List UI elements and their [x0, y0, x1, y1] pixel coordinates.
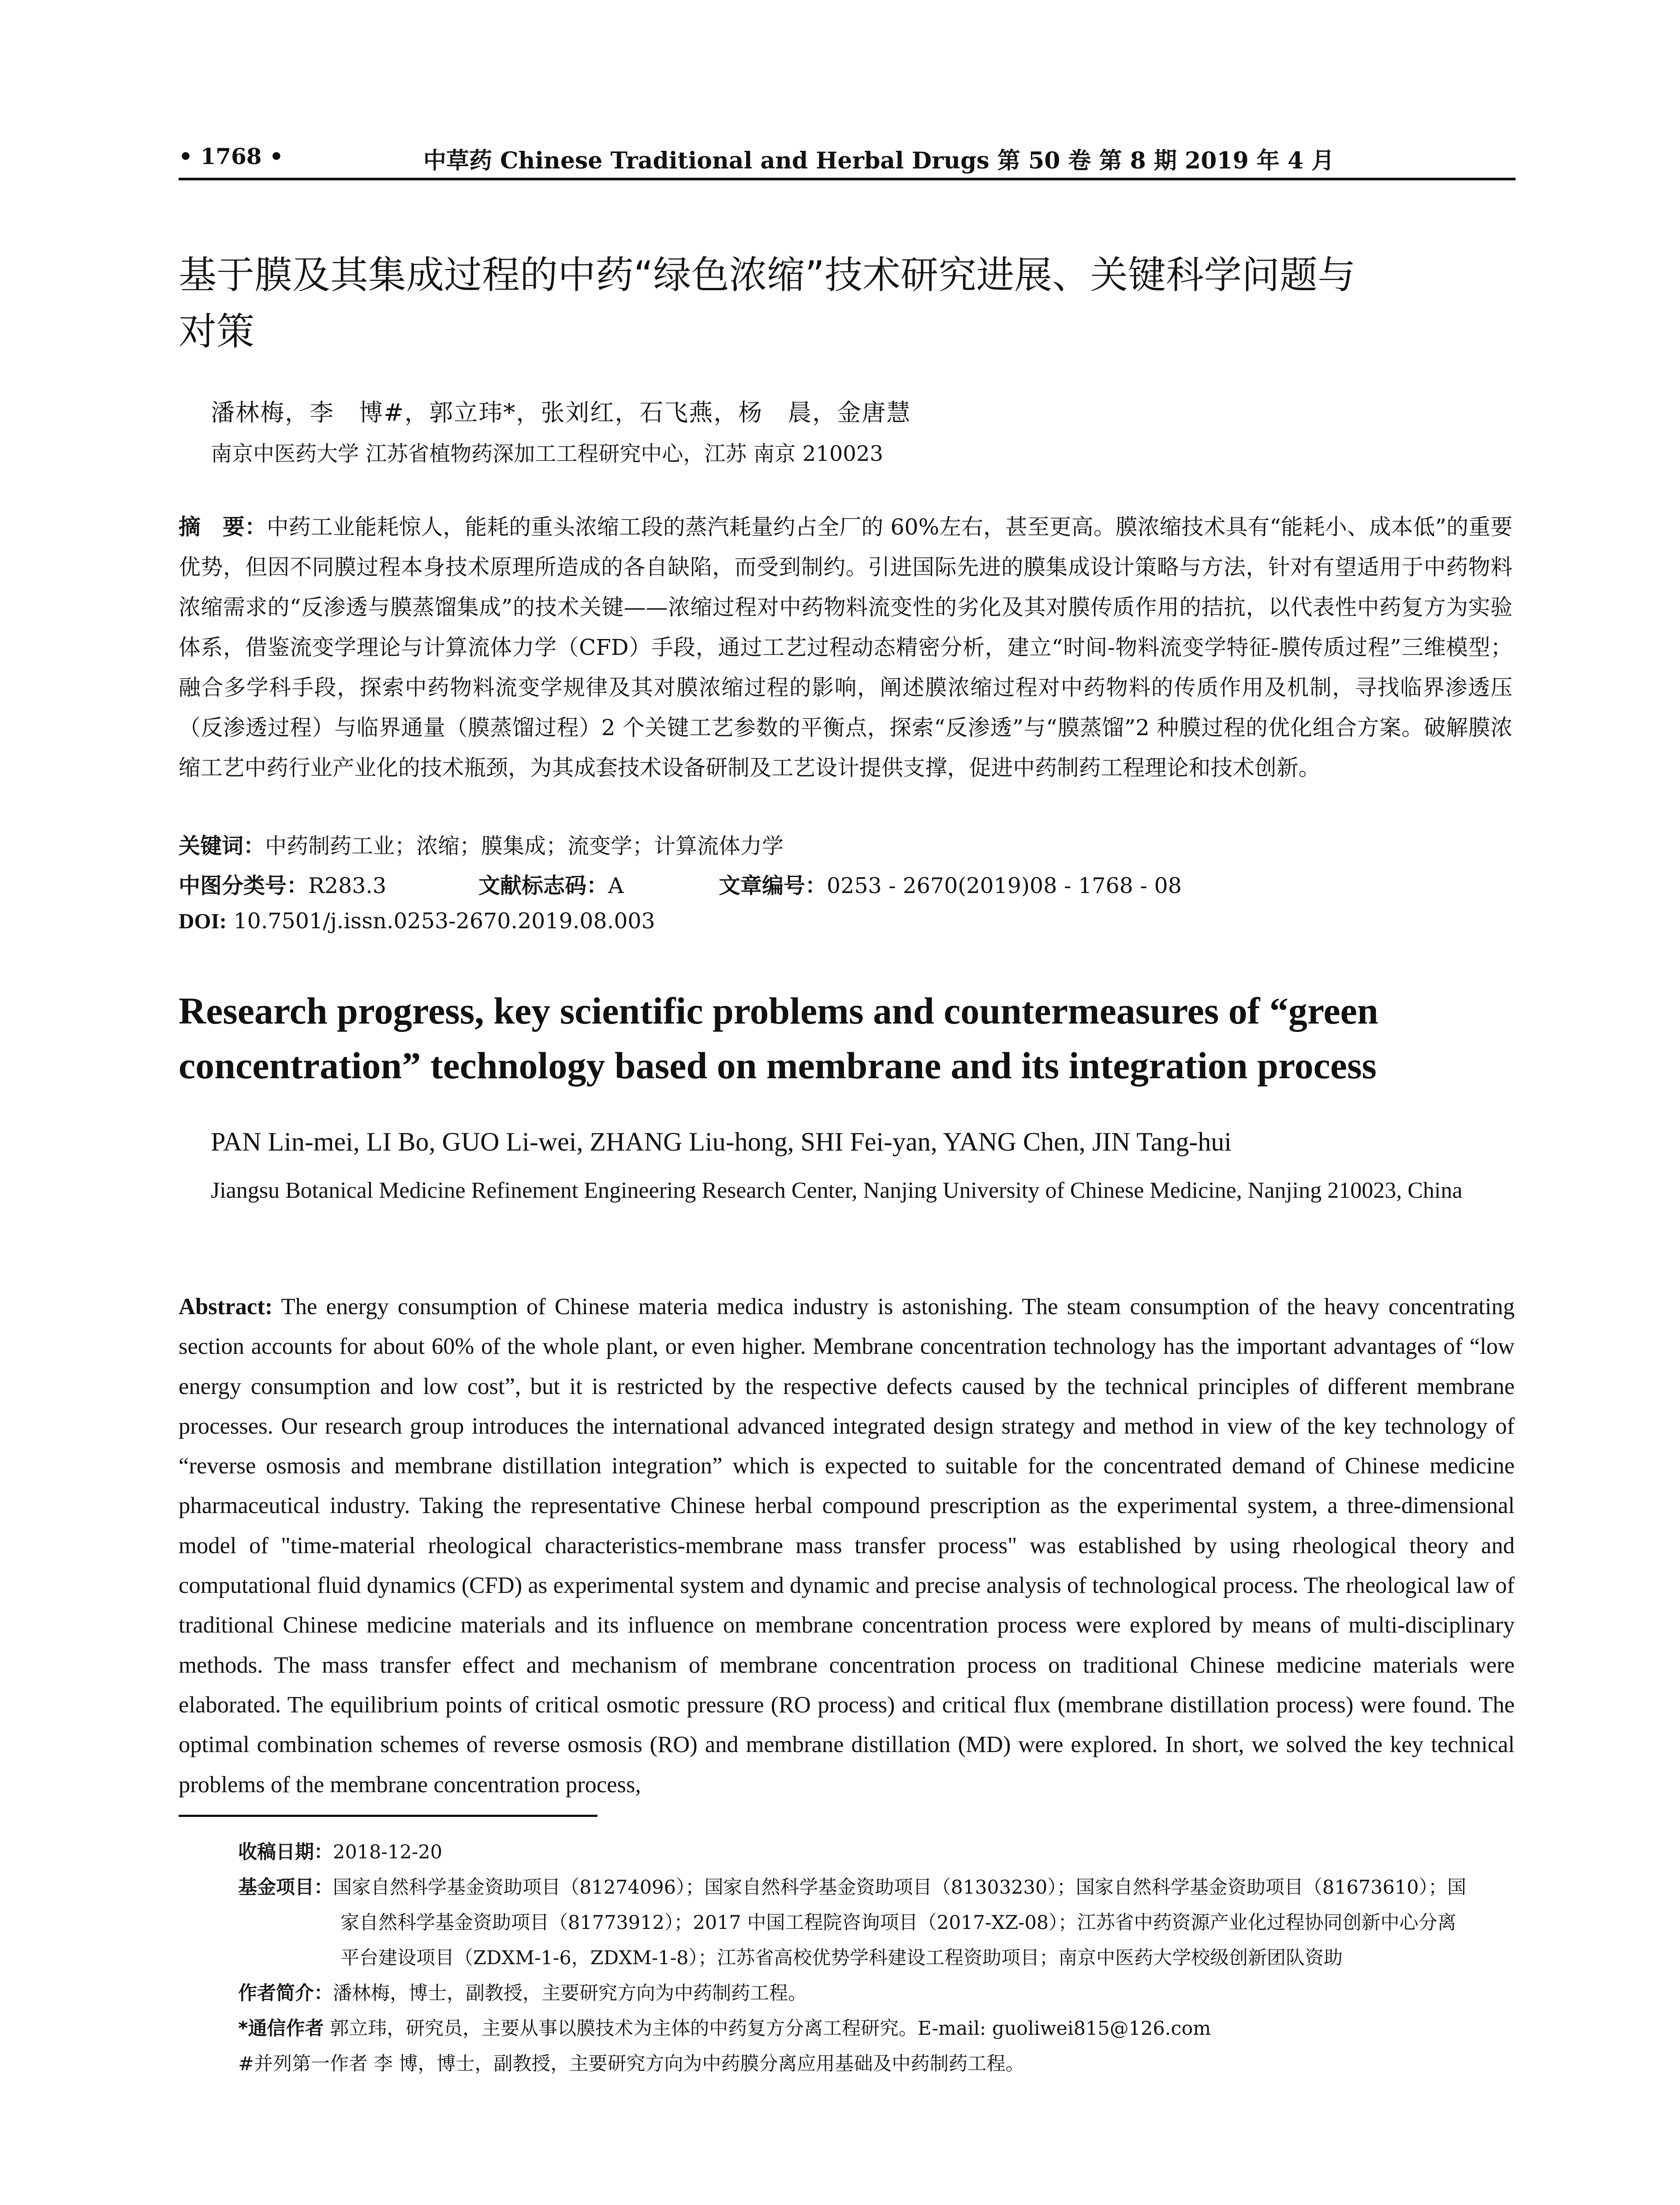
corresponding-text: 郭立玮，研究员，主要从事以膜技术为主体的中药复方分离工程研究。E-mail: guoliwei815@126.com	[324, 2018, 1211, 2040]
english-abstract-text: The energy consumption of Chinese materia medica industry is astonishing. The steam consumption of the heavy concentrating section accounts for about 60% of the whole plant, or even higher. Membrane concentration technology has the important advantages of “low energy consumption and low cost”, but it is restricted by the respective defects caused by the technical principles of different membrane processes. Our research group introduces the international advanced integrated design strategy and method in view of the key technology of “reverse osmosis and membrane distillation integration” which is expected to suitable for the concentrated demand of Chinese medicine pharmaceutical industry. Taking the representative Chinese herbal compound prescription as the experimental system, a three-dimensional model of "time-material rheological characteristics-membrane mass transfer process" was established by using rheological theory and computational fluid dynamics (CFD) as experimental system and dynamic and precise analysis of technological process. The rheological law of traditional Chinese medicine materials and its influence on membrane concentration process were explored by means of multi-disciplinary methods. The mass transfer effect and mechanism of membrane concentration process on traditional Chinese medicine materials were elaborated. The equilibrium points of critical osmotic pressure (RO process) and critical flux (membrane distillation process) were found. The optimal combination schemes of reverse osmosis (RO) and membrane distillation (MD) were explored. In short, we solved the key technical problems of the membrane concentration process,	[179, 1294, 1515, 1798]
footnote-corresponding-author	[238, 2011, 1211, 2046]
english-affiliation: Jiangsu Botanical Medicine Refinement Engineering Research Center, Nanjing University of Chinese Medicine, Nanjing 210023, China	[211, 1178, 1463, 1203]
received-label: 收稿日期：	[238, 1841, 333, 1863]
funding-line-1: 国家自然科学基金资助项目（81274096）；国家自然科学基金资助项目（81303230）；国家自然科学基金资助项目（81673610）；国	[333, 1876, 1467, 1899]
english-title-line-1: Research progress, key scientific problems and countermeasures of “green	[179, 990, 1378, 1032]
classification-row	[179, 869, 1182, 900]
footnote-rule	[179, 1815, 597, 1817]
page-number: • 1768 •	[179, 143, 284, 169]
english-abstract	[179, 1287, 1515, 1805]
doi-value: 10.7501/j.issn.0253-2670.2019.08.003	[226, 908, 655, 934]
footnote-received	[238, 1835, 442, 1870]
english-authors: PAN Lin-mei, LI Bo, GUO Li-wei, ZHANG Liu-hong, SHI Fei-yan, YANG Chen, JIN Tang-hui	[211, 1127, 1232, 1156]
funding-label: 基金项目：	[238, 1876, 333, 1899]
english-title-line-2: concentration” technology based on membrane and its integration process	[179, 1044, 1377, 1087]
chinese-abstract	[179, 507, 1512, 788]
keywords-value: 中药制药工业；浓缩；膜集成；流变学；计算流体力学	[265, 833, 784, 859]
english-title	[179, 983, 1528, 1093]
clc-value: R283.3	[308, 873, 387, 898]
english-abstract-label: Abstract:	[179, 1294, 273, 1319]
header-rule	[179, 178, 1516, 180]
doc-code-value: A	[608, 873, 624, 898]
article-no-value: 0253 - 2670(2019)08 - 1768 - 08	[827, 873, 1182, 898]
corresponding-label: *通信作者	[238, 2018, 324, 2040]
chinese-keywords	[179, 829, 784, 860]
funding-line-2: 家自然科学基金资助项目（81773912）；2017 中国工程院咨询项目（2017-XZ-08）；江苏省中药资源产业化过程协同创新中心分离	[340, 1912, 1456, 1934]
chinese-authors: 潘林梅，李 博#，郭立玮*，张刘红，石飞燕，杨 晨，金唐慧	[211, 399, 911, 426]
chinese-affiliation: 南京中医药大学 江苏省植物药深加工工程研究中心，江苏 南京 210023	[211, 441, 884, 466]
footnote-author-bio	[238, 1976, 807, 2011]
doc-code-label: 文献标志码：	[478, 873, 609, 898]
article-no-label: 文章编号：	[719, 873, 827, 898]
chinese-title-line-2: 对策	[179, 310, 254, 354]
doi-row	[179, 908, 655, 934]
funding-line-3: 平台建设项目（ZDXM-1-6，ZDXM-1-8）；江苏省高校优势学科建设工程资助项目；南京中医药大学校级创新团队资助	[340, 1947, 1343, 1969]
footnote-co-first-author: #并列第一作者 李 博，博士，副教授，主要研究方向为中药膜分离应用基础及中药制药工程。	[238, 2053, 1025, 2075]
received-date: 2018-12-20	[333, 1841, 442, 1863]
bio-text: 潘林梅，博士，副教授，主要研究方向为中药制药工程。	[333, 1982, 807, 2004]
keywords-label: 关键词：	[179, 833, 265, 859]
chinese-title	[179, 247, 1519, 360]
doi-label: DOI:	[179, 909, 227, 933]
journal-header: 中草药 Chinese Traditional and Herbal Drugs 第 50 卷 第 8 期 2019 年 4 月	[423, 147, 1335, 174]
clc-label: 中图分类号：	[179, 873, 309, 898]
chinese-title-line-1: 基于膜及其集成过程的中药“绿色浓缩”技术研究进展、关键科学问题与	[179, 253, 1356, 297]
chinese-abstract-text: 中药工业能耗惊人，能耗的重头浓缩工段的蒸汽耗量约占全厂的 60%左右，甚至更高。膜浓缩技术具有“能耗小、成本低”的重要优势，但因不同膜过程本身技术原理所造成的各自缺陷，而受到制约。引进国际先进的膜集成设计策略与方法，针对有望适用于中药物料浓缩需求的“反渗透与膜蒸馏集成”的技术关键——浓缩过程对中药物料流变性的劣化及其对膜传质作用的拮抗，以代表性中药复方为实验体系，借鉴流变学理论与计算流体力学（CFD）手段，通过工艺过程动态精密分析，建立“时间-物料流变学特征-膜传质过程”三维模型；融合多学科手段，探索中药物料流变学规律及其对膜浓缩过程的影响，阐述膜浓缩过程对中药物料的传质作用及机制，寻找临界渗透压（反渗透过程）与临界通量（膜蒸馏过程）2 个关键工艺参数的平衡点，探索“反渗透”与“膜蒸馏”2 种膜过程的优化组合方案。破解膜浓缩工艺中药行业产业化的技术瓶颈，为其成套技术设备研制及工艺设计提供支撑，促进中药制药工程理论和技术创新。	[179, 514, 1512, 781]
chinese-abstract-label: 摘 要：	[179, 514, 267, 540]
footnote-funding	[238, 1870, 1466, 1976]
bio-label: 作者简介：	[238, 1982, 333, 2004]
